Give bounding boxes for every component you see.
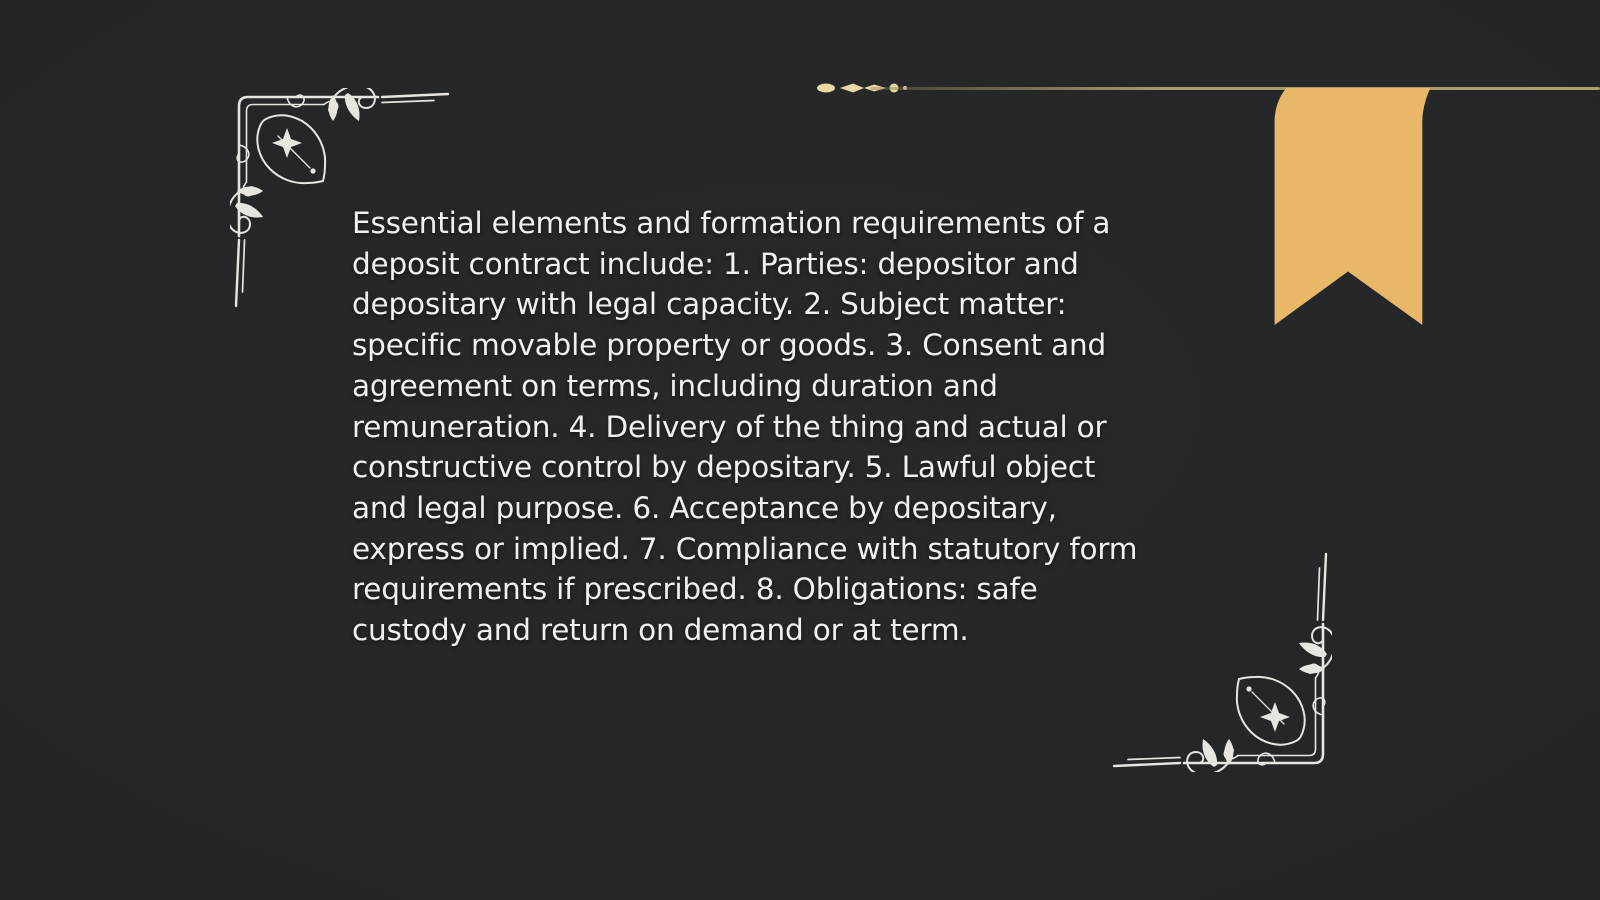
- body-text-line: requirements if prescribed. 8. Obligations: safe: [352, 572, 1038, 607]
- bookmark-ribbon-icon: [1253, 88, 1433, 326]
- body-text-line: specific movable property or goods. 3. Consent and: [352, 328, 1107, 363]
- body-text-line: depositary with legal capacity. 2. Subject matter:: [352, 287, 1067, 322]
- gold-divider-line: [870, 87, 1600, 90]
- body-text-line: Essential elements and formation requirements of a: [352, 206, 1111, 240]
- body-text-line: agreement on terms, including duration and: [352, 368, 998, 403]
- body-text-line: constructive control by depositary. 5. Lawful object: [352, 450, 1096, 485]
- body-text-line: deposit contract include: 1. Parties: depositor and: [352, 246, 1079, 281]
- slide-body-text: [352, 203, 1137, 651]
- corner-flourish-bottom-right-icon: [1112, 552, 1332, 772]
- body-text-line: remuneration. 4. Delivery of the thing and actual or: [352, 409, 1107, 444]
- body-text-line: and legal purpose. 6. Acceptance by depositary,: [352, 490, 1057, 525]
- body-text-line: express or implied. 7. Compliance with statutory form: [352, 531, 1138, 566]
- body-text-line: custody and return on demand or at term.: [352, 613, 969, 648]
